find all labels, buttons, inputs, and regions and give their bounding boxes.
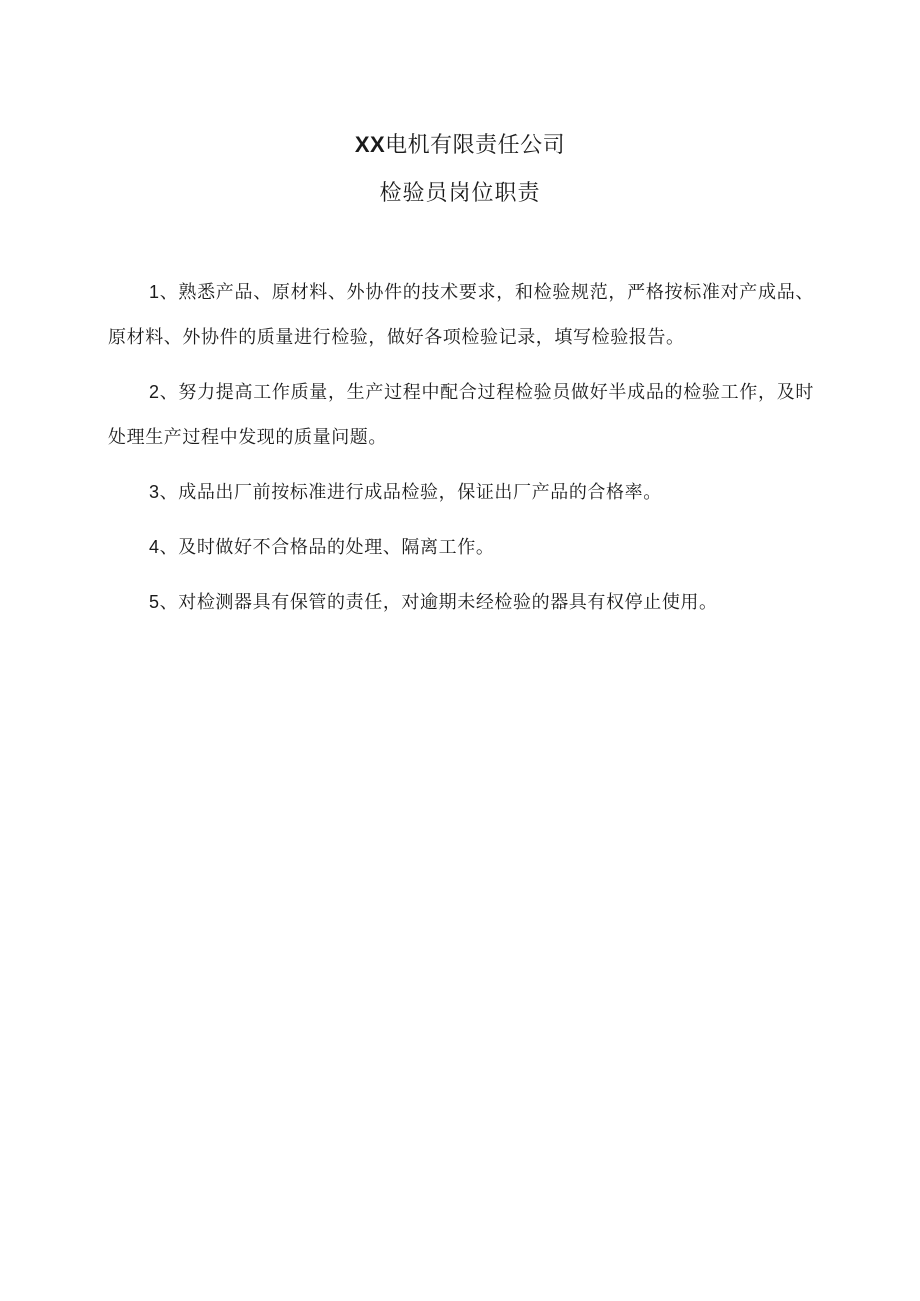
duty-text: 、对检测器具有保管的责任，对逾期未经检验的器具有权停止使用。 [159, 592, 718, 613]
duty-text: 、成品出厂前按标准进行成品检验，保证出厂产品的合格率。 [159, 482, 662, 503]
duty-number: 3 [149, 482, 160, 502]
duty-text: 、熟悉产品、原材料、外协件的技术要求，和检验规范，严格按标准对产成品、原材料、外协件的质量进行检验，做好各项检验记录，填写检验报告。 [108, 282, 814, 348]
duty-item-5 [108, 580, 814, 625]
duty-item-3 [108, 470, 814, 515]
duty-number: 5 [149, 592, 160, 612]
duty-item-1 [108, 270, 814, 360]
company-title [0, 128, 920, 163]
document-title: 检验员岗位职责 [379, 181, 541, 206]
duty-text: 、努力提高工作质量，生产过程中配合过程检验员做好半成品的检验工作，及时处理生产过程中发现的质量问题。 [108, 382, 814, 448]
title-block [0, 128, 920, 211]
duty-number: 2 [149, 382, 160, 402]
company-name: 电机有限责任公司 [385, 133, 566, 158]
duty-item-4 [108, 525, 814, 570]
duty-number: 1 [149, 282, 160, 302]
duty-list [108, 270, 814, 635]
duty-text: 、及时做好不合格品的处理、隔离工作。 [159, 537, 495, 558]
company-prefix: XX [354, 132, 386, 157]
duty-number: 4 [149, 537, 160, 557]
duty-item-2 [108, 370, 814, 460]
